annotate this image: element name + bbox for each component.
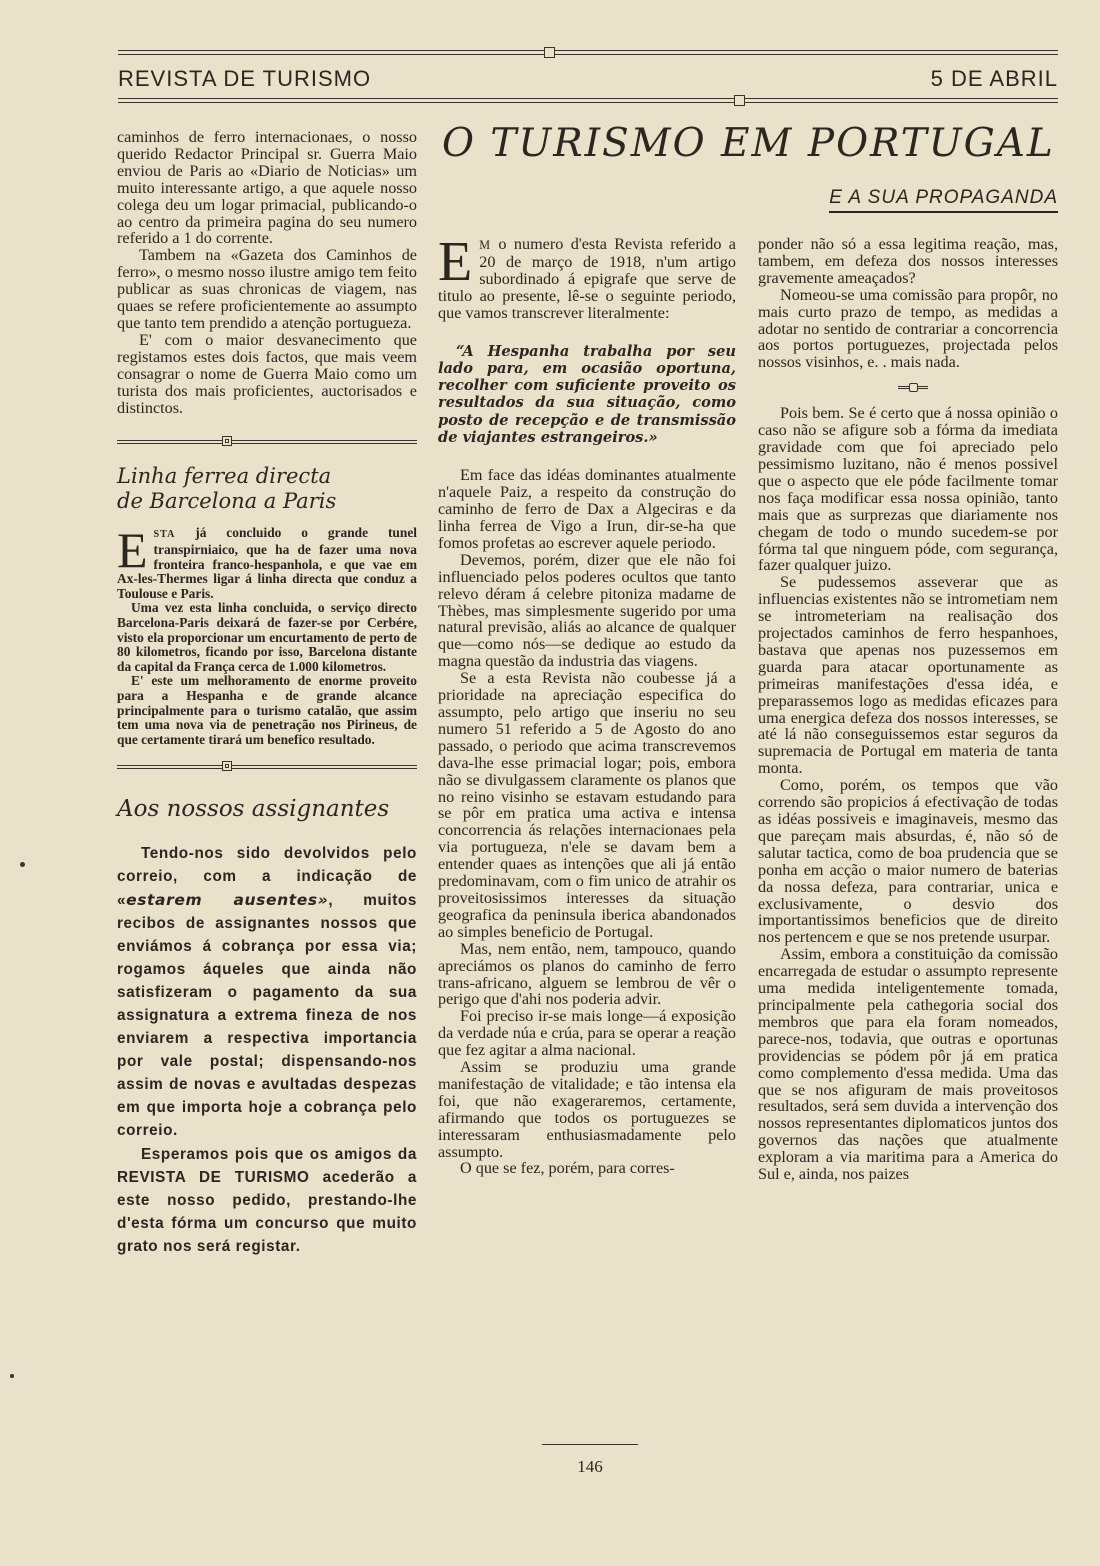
footer-rule xyxy=(542,1444,638,1445)
paragraph: Em face das idéas dominantes atualmente n'aquele Paiz, a respeito da construção do caminho de ferro de Dax a Algeciras e da linha ferrea de Vigo a Irun, dir-se-ha que fomos profetas ao escrever aquele periodo. xyxy=(438,466,736,552)
paragraph: O que se fez, porém, para corres- xyxy=(460,1159,675,1178)
paragraph: Se a esta Revista não coubesse já a prioridade na apreciação especifica do assumpto, pelo artigo que inseriu no seu numero 51 referido a 5 de Agosto do ano passado, o periodo que acima transcrevemos dava-lhe esse primacial logar; pois, embora não se divulgassem claramente os planos que no reino visinho se estavam estudando para se pôr em pratica uma activa e intensa concorrencia ás relações internacionaes pela via portugueza, n'ele se davam bem a entender quaes as intenções que ali já então predominavam, com o fim unico de atrahir os proveitosissimos interesses da situação geografica da peninsula iberica abandonados ao simples beneficio de Portugal. xyxy=(438,669,736,941)
paragraph: E' com o maior desvanecimento que registamos estes dois factos, que mais veem consagrar o nome de Guerra Maio como um turista dos mais proficientes, auctorisados e distinctos. xyxy=(117,330,417,417)
article-subtitle: E A SUA PROPAGANDA xyxy=(829,187,1058,213)
paragraph: Assim se produziu uma grande manifestação de vitalidade; e tão intensa ela foi, que não exageraremos, certamente, afirmando que todos os portuguezes se interessaram enthusiasmadamente pelo assumpto. xyxy=(438,1058,736,1161)
page-number: 146 xyxy=(577,1457,603,1476)
italic-phrase: estarem ausentes» xyxy=(126,890,329,909)
paragraph: Foi preciso ir-se mais longe—á exposição da verdade núa e crúa, para se operar a reação que fez agitar a alma nacional. xyxy=(438,1007,736,1060)
issue-date: 5 DE ABRIL xyxy=(930,66,1058,91)
paragraph: Como, porém, os tempos que vão correndo são propicios á efectivação de todas as idéas possiveis e imaginaveis, mesmo das que pareçam mais absurdas, é, não só de salutar tactica, como de boa prudencia que se ponha em acção o maior numero de baterias da nossa defeza, para contrariar, unica e exclusivamente, o desvio dos importantissimos beneficios que de direito nos pertencem e que se nos pretende usurpar. xyxy=(758,776,1058,947)
small-caps-lead: STA xyxy=(153,529,176,541)
linha-ferrea-article xyxy=(117,522,417,747)
section-divider xyxy=(117,436,417,448)
header-bottom-rule xyxy=(118,95,1058,107)
small-divider xyxy=(898,383,928,391)
paragraph-text: Tendo-nos sido devolvidos pelo correio, com a indicação de « xyxy=(117,845,417,909)
section-title-assignantes: Aos nossos assignantes xyxy=(117,796,390,823)
small-caps-lead: M xyxy=(479,238,492,252)
drop-cap: E xyxy=(438,231,473,293)
paragraph: Assim, embora a constituição da comissão encarregada de estudar o assumpto represente uma medida inteligentemente tomada, principalmente pela cathegoria social dos membros que para ela foram nomeados, parece-nos, todavia, que outras e oportunas providencias se pódem pôr já em pratica como complemento d'essa medida. Uma das que se nos afiguram de mais proveitosos resultados, será sem duvida a intervenção dos nossos representantes diplomaticos juntos dos governos das nações que atualmente exploram a via maritima para a America do Sul e, ainda, nos paizes xyxy=(758,945,1058,1184)
paragraph-text: já concluido o grande tunel transpirniaico, que ha de fazer uma nova fronteira franco-hespanhola, e que vae em Ax-les-Thermes ligar á linha directa que conduz a Toulouse e Paris. xyxy=(117,525,417,601)
right-column xyxy=(758,236,1058,1183)
section-divider xyxy=(117,761,417,773)
paragraph-text: o numero d'esta Revista referido a 20 de março de 1918, n'um artigo subordinado á epigrafe que serve de titulo ao presente, lê-se o seguinte periodo, que vamos transcrever literalmente: xyxy=(438,235,736,322)
header-top-rule xyxy=(118,47,1058,59)
quote-text: “A Hespanha trabalha por seu lado para, em ocasião oportuna, recolher com suficiente proveito os resultados da sua situação, como posto de recepção e de transmissão de viajantes estrangeiros.» xyxy=(438,342,736,447)
publication-name: REVISTA DE TURISMO xyxy=(118,66,372,91)
paragraph: Nomeou-se uma comissão para propôr, no mais curto prazo de tempo, as medidas a adotar no sentido de contrariar a concorrencia aos portos portuguezes, projectada pelos nossos visinhos, e. . mais nada. xyxy=(758,285,1058,372)
title-line: de Barcelona a Paris xyxy=(117,489,337,514)
article-title: O TURISMO EM PORTUGAL xyxy=(442,121,1055,166)
paragraph: E' este um melhoramento de enorme proveito para a Hespanha e de grande alcance principalmente para o turismo catalão, que assim tem uma nova via de penetração nos Pirineus, de que certamente tirará um benefico resultado. xyxy=(117,673,417,747)
paragraph xyxy=(117,842,417,1142)
paragraph: Se pudessemos asseverar que as influencias existentes não se intrometiam nem se intrometeriam na realisação dos projectados caminhos de ferro hespanhoes, bastava que apenas nos puzessemos em guarda para atacar oportunamente as primeiras manifestações d'essa idéa, e preparassemos logo as medidas eficazes para uma energica defeza dos nossos interesses, se até lá não conseguissemos estar seguros da supremacia de Portugal em materia de tanta monta. xyxy=(758,573,1058,778)
paragraph: Esperamos pois que os amigos da REVISTA DE TURISMO acederão a este nosso pedido, prestando-lhe d'esta fórma um concurso que muito grato nos será registar. xyxy=(117,1145,417,1255)
paragraph: ponder não só a essa legitima reação, mas, tambem, em defeza dos nossos interesses gravemente ameaçados? xyxy=(758,235,1058,287)
paragraph: Pois bem. Se é certo que á nossa opinião o caso não se afigure sob a fórma da imediata gravidade com que foi apreciado pelo pessimismo luzitano, não é menos possivel que o aspecto que ele póde facilmente tomar nos faça modificar essa nossa opinião, tanto mais que as surprezas que diariamente nos chegam de todo o mundo sucedem-se por fórma tal que ninguem póde, com segurança, fazer qualquer juizo. xyxy=(758,404,1058,575)
paragraph xyxy=(438,231,736,322)
paragraph xyxy=(117,522,417,601)
subscribers-notice xyxy=(117,842,417,1258)
section-title-linha-ferrea xyxy=(117,464,417,514)
print-speck xyxy=(10,1374,14,1378)
paragraph: Mas, nem então, nem, tampouco, quando apreciámos os planos do caminho de ferro trans-africano, alguem se lembrou de vêr o perigo que d'ahi nos poderia advir. xyxy=(438,939,736,1009)
title-line: Linha ferrea directa xyxy=(117,464,332,489)
drop-cap: E xyxy=(117,522,148,579)
paragraph: Uma vez esta linha concluida, o serviço directo Barcelona-Paris deixará de fazer-se por Cerbére, visto ela proporcionar um encurtamento de perto de 80 kilometros, ficando por isso, Barcelona distante da capital da França cerca de 1.000 kilometros. xyxy=(117,600,417,674)
paragraph: Devemos, porém, dizer que ele não foi influenciado pelos poderes ocultos que tanto relevo déram á celebre pitoniza madame de Thèbes, mas simplesmente sugerido por uma natural previsão, aliás ao alcance de qualquer que—como nós—se dedique ao estudo da magna questão da industria das viagens. xyxy=(438,550,736,671)
print-speck xyxy=(20,862,25,867)
paragraph: caminhos de ferro internacionaes, o nosso querido Redactor Principal sr. Guerra Maio enviou de Paris ao «Diario de Noticias» um muito interessante artigo, a que aquele nosso colega deu um logar primacial, publicando-o ao centro da primeira pagina do seu numero referido a 1 do corrente. xyxy=(117,128,417,248)
middle-column xyxy=(438,231,736,1178)
quoted-passage xyxy=(438,343,736,447)
paragraph-text: , muitos recibos de assignantes nossos que enviámos á cobrança por essa via; rogamos áqueles que ainda não satisfizeram o pagamento da sua assignatura a extrema fineza de nos enviarem a respectiva importancia por vale postal; dispensando-nos assim de novas e avultadas despezas em que importa hoje a cobrança pelo correio. xyxy=(117,891,417,1140)
left-column xyxy=(117,129,417,1258)
paragraph: Tambem na «Gazeta dos Caminhos de ferro», o mesmo nosso ilustre amigo tem feito publicar as suas chronicas de viagem, nas quaes se refere proficientemente ao assumpto que tanto tem prendido a atenção portugueza. xyxy=(117,246,417,332)
